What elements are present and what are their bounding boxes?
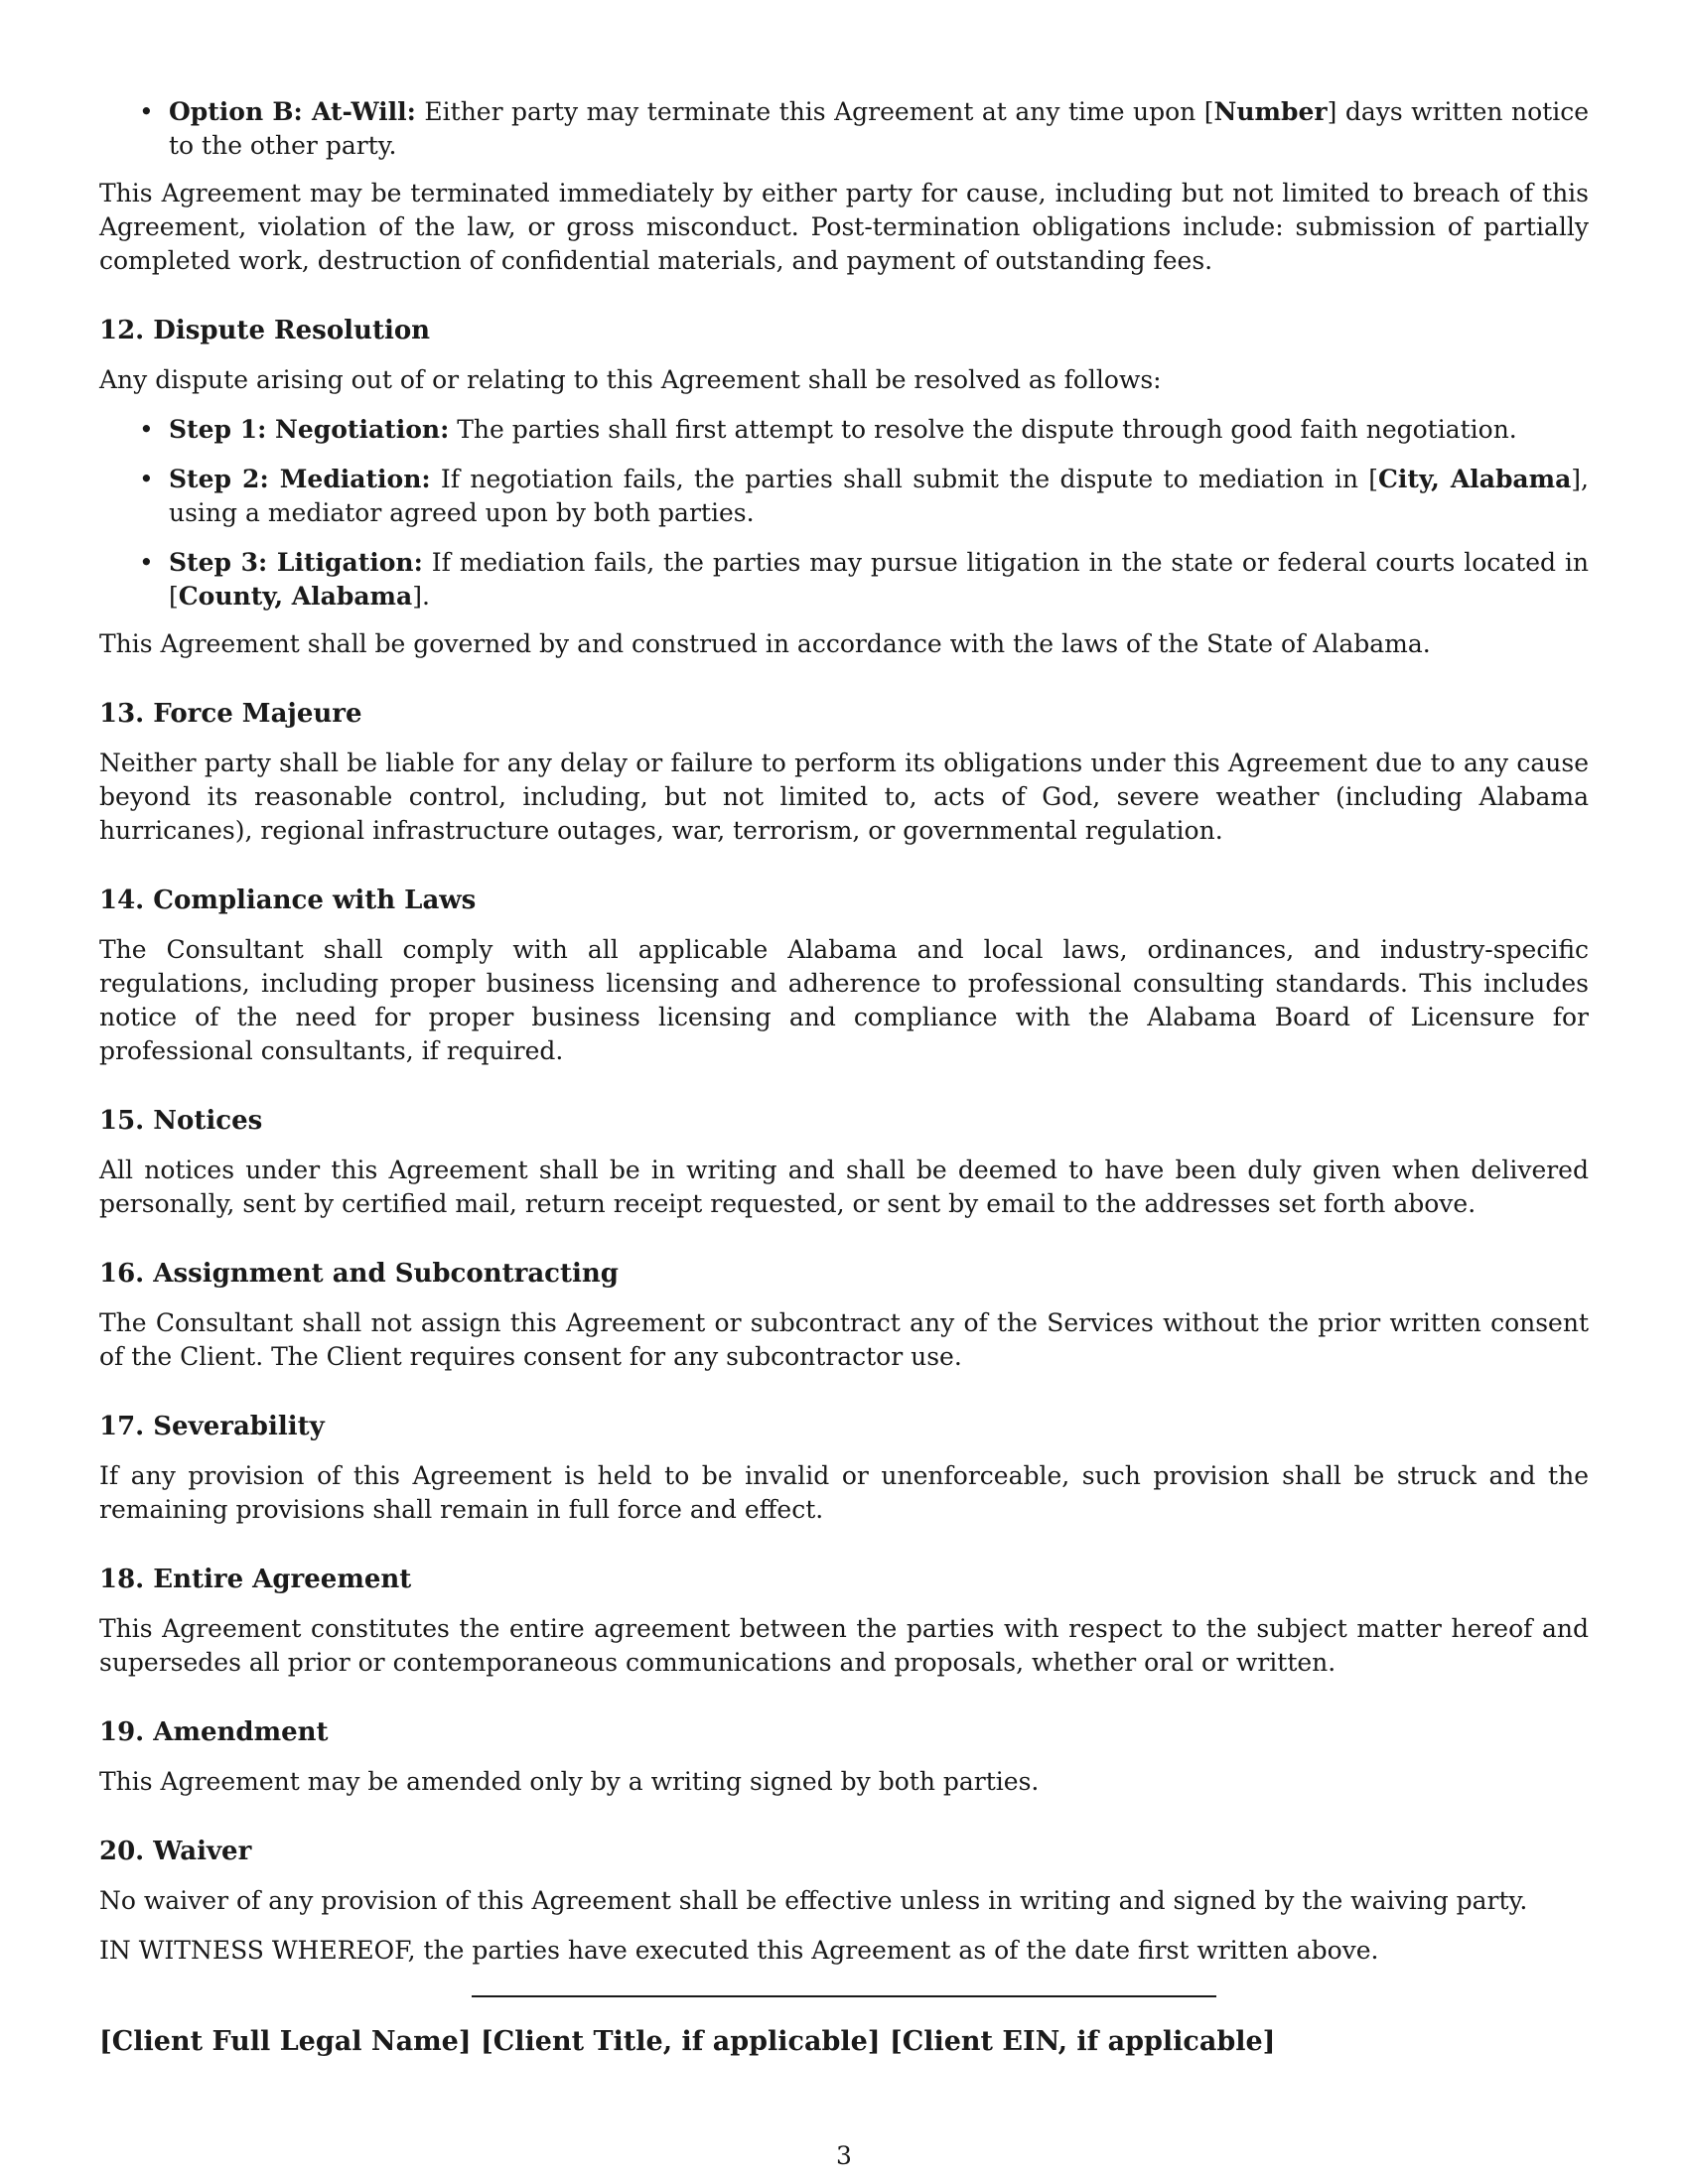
section-16-heading: 16. Assignment and Subcontracting bbox=[99, 1259, 619, 1289]
section-18-heading: 18. Entire Agreement bbox=[99, 1565, 412, 1594]
section-17-text: If any provision of this Agreement is held to be invalid or unenforceable, such provision shall be struck and the remaining provisions shall remain in full force and effect. bbox=[99, 1461, 1589, 1524]
section-20-text: No waiver of any provision of this Agreement shall be effective unless in writing and signed by the waiving party. bbox=[99, 1886, 1528, 1915]
step-2-item bbox=[99, 463, 1589, 530]
document-page bbox=[99, 95, 1589, 2059]
option-b-placeholder: Number bbox=[1213, 97, 1328, 126]
step-2-placeholder: City, Alabama bbox=[1378, 465, 1572, 493]
section-18-text: This Agreement constitutes the entire agreement between the parties with respect to the subject matter hereof and supersedes all prior or contemporaneous communications and proposals, whether oral or written. bbox=[99, 1614, 1589, 1677]
step-3-label: Step 3: Litigation: bbox=[169, 548, 423, 577]
step-1-label: Step 1: Negotiation: bbox=[169, 415, 450, 444]
termination-paragraph: This Agreement may be terminated immediately by either party for cause, including but not limited to breach of this Agreement, violation of the law, or gross misconduct. Post-termination obligations include: submission of partially completed work, destruction of confidential materials, and payment of outstanding fees. bbox=[99, 179, 1589, 275]
section-13-heading: 13. Force Majeure bbox=[99, 699, 362, 729]
section-13-text: Neither party shall be liable for any delay or failure to perform its obligations under this Agreement due to any cause beyond its reasonable control, including, but not limited to, acts of God, severe weather (including Alabama hurricanes), regional infrastructure outages, war, terrorism, or governmental regulation. bbox=[99, 749, 1589, 845]
step-3-text-before: If mediation fails, the parties may pursue litigation in the state or federal courts located in [ bbox=[169, 548, 1589, 611]
section-12-intro: Any dispute arising out of or relating to this Agreement shall be resolved as follows: bbox=[99, 365, 1162, 394]
signature-block: [Client Full Legal Name] [Client Title, if applicable] [Client EIN, if applicable] bbox=[99, 2026, 1276, 2057]
step-2-text-before: If negotiation fails, the parties shall submit the dispute to mediation in [ bbox=[430, 465, 1379, 493]
section-14-heading: 14. Compliance with Laws bbox=[99, 886, 477, 915]
section-15-heading: 15. Notices bbox=[99, 1106, 263, 1136]
section-19-heading: 19. Amendment bbox=[99, 1717, 329, 1747]
step-1-text: The parties shall first attempt to resolve the dispute through good faith negotiation. bbox=[449, 415, 1517, 444]
section-16-text: The Consultant shall not assign this Agreement or subcontract any of the Services without the prior written consent of the Client. The Client requires consent for any subcontractor use. bbox=[99, 1308, 1589, 1371]
option-list bbox=[99, 95, 1589, 163]
option-b-item bbox=[99, 95, 1589, 163]
option-b-text-before: Either party may terminate this Agreement at any time upon [ bbox=[415, 97, 1214, 126]
dispute-steps-list bbox=[99, 413, 1589, 614]
step-3-placeholder: County, Alabama bbox=[178, 582, 413, 611]
signature-line bbox=[472, 1995, 1216, 1997]
section-17-heading: 17. Severability bbox=[99, 1412, 325, 1441]
step-2-label: Step 2: Mediation: bbox=[169, 465, 431, 493]
governing-law-text: This Agreement shall be governed by and construed in accordance with the laws of the State of Alabama. bbox=[99, 629, 1431, 658]
page-number: 3 bbox=[836, 2141, 852, 2170]
option-b-text-after: ] days written notice to the other party. bbox=[169, 97, 1590, 160]
step-3-text-after: ]. bbox=[412, 582, 430, 611]
step-1-item bbox=[99, 413, 1589, 447]
step-2-text-after: ], using a mediator agreed upon by both parties. bbox=[169, 465, 1589, 527]
witness-text: IN WITNESS WHEREOF, the parties have executed this Agreement as of the date first written above. bbox=[99, 1936, 1379, 1965]
step-3-item bbox=[99, 546, 1589, 614]
section-20-heading: 20. Waiver bbox=[99, 1837, 252, 1866]
section-19-text: This Agreement may be amended only by a writing signed by both parties. bbox=[99, 1767, 1040, 1796]
section-12-heading: 12. Dispute Resolution bbox=[99, 316, 431, 345]
section-14-text: The Consultant shall comply with all applicable Alabama and local laws, ordinances, and industry-specific regulations, including proper business licensing and adherence to professional consulting standards. This includes notice of the need for proper business licensing and compliance with the Alabama Board of Licensure for professional consultants, if required. bbox=[99, 935, 1589, 1065]
option-b-label: Option B: At-Will: bbox=[169, 97, 416, 126]
section-15-text: All notices under this Agreement shall be in writing and shall be deemed to have been duly given when delivered personally, sent by certified mail, return receipt requested, or sent by email to the addresses set forth above. bbox=[99, 1156, 1589, 1218]
